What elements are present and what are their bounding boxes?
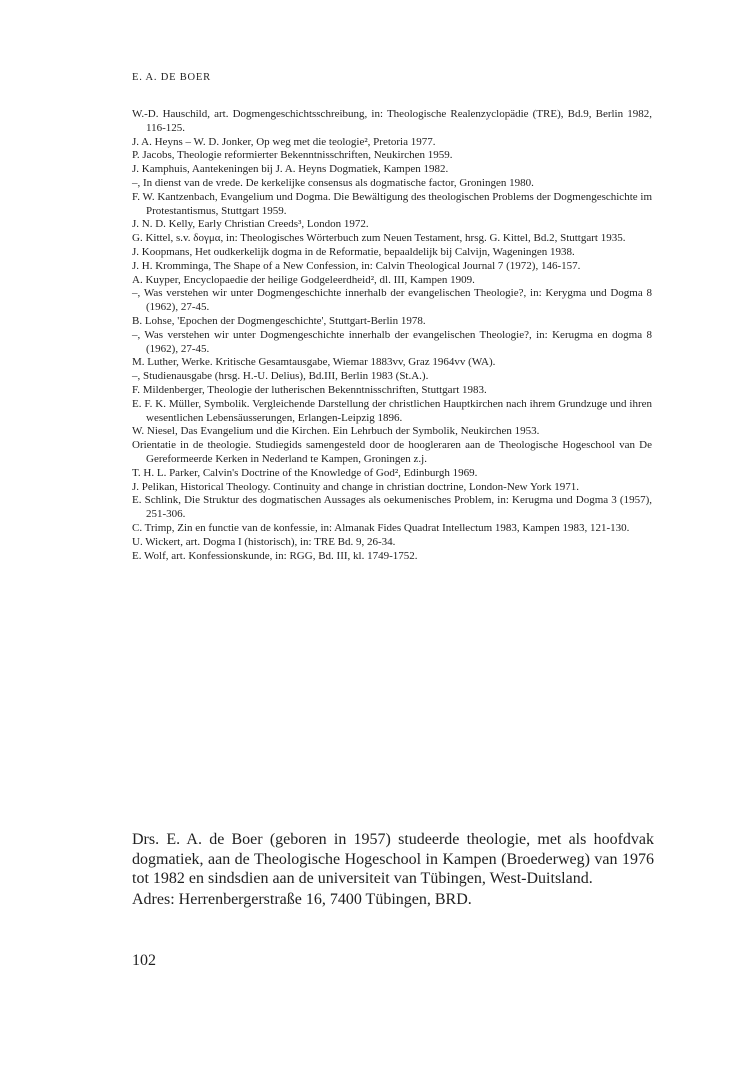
bibliography-entry: –, Studienausgabe (hrsg. H.-U. Delius), Bd.III, Berlin 1983 (St.A.). xyxy=(132,370,429,383)
bibliography-entry: M. Luther, Werke. Kritische Gesamtausgabe, Wiemar 1883vv, Graz 1964vv (WA). xyxy=(132,356,496,369)
author-address: Adres: Herrenbergerstraße 16, 7400 Tübingen, BRD. xyxy=(132,890,472,908)
bibliography-entry: J. A. Heyns – W. D. Jonker, Op weg met die teologie², Pretoria 1977. xyxy=(132,135,436,148)
bibliography-entry: W. Niesel, Das Evangelium und die Kirchen. Ein Lehrbuch der Symbolik, Neukirchen 1953. xyxy=(132,425,540,438)
bibliography-entry: E. Schlink, Die Struktur des dogmatischen Aussages als oekumenisches Problem, in: Kerugma und Dogma 3 (1957), 251-306. xyxy=(132,494,652,521)
bibliography-entry: J. H. Kromminga, The Shape of a New Confession, in: Calvin Theological Journal 7 (1972), 146-157. xyxy=(132,259,581,272)
page-number: 102 xyxy=(132,952,156,969)
bibliography-entry: –, Was verstehen wir unter Dogmengeschichte innerhalb der evangelischen Theologie?, in: Kerygma und Dogma 8 (1962), 27-45. xyxy=(132,287,652,314)
bibliography-entry: J. Pelikan, Historical Theology. Continuity and change in christian doctrine, London-New York 1971. xyxy=(132,480,579,493)
running-head: E. A. DE BOER xyxy=(132,72,211,83)
bibliography-entry: C. Trimp, Zin en functie van de konfessie, in: Almanak Fides Quadrat Intellectum 1983, Kampen 1983, 121-130. xyxy=(132,521,630,534)
bibliography-entry: F. W. Kantzenbach, Evangelium und Dogma. Die Bewältigung des theologischen Problems der Dogmengeschichte im Protestantismus, Stuttgart 1959. xyxy=(132,190,652,217)
bibliography-entry: –, Was verstehen wir unter Dogmengeschichte innerhalb der evangelischen Theologie?, in: Kerugma en dogma 8 (1962), 27-45. xyxy=(132,328,652,355)
bibliography-entry: –, In dienst van de vrede. De kerkelijke consensus als dogmatische factor, Groningen 1980. xyxy=(132,176,534,189)
bibliography-entry: E. Wolf, art. Konfessionskunde, in: RGG, Bd. III, kl. 1749-1752. xyxy=(132,549,418,562)
bibliography-entry: Orientatie in de theologie. Studiegids samengesteld door de hoogleraren aan de Theologische Hogeschool van De Gereformeerde Kerken in Nederland te Kampen, Groningen z.j. xyxy=(132,439,652,465)
bibliography-entry: J. N. D. Kelly, Early Christian Creeds³, London 1972. xyxy=(132,218,369,231)
bibliography-entry: T. H. L. Parker, Calvin's Doctrine of the Knowledge of God², Edinburgh 1969. xyxy=(132,466,478,479)
bibliography-entry: G. Kittel, s.v. δογμα, in: Theologisches Wörterbuch zum Neuen Testament, hrsg. G. Kittel, Bd.2, Stuttgart 1935. xyxy=(132,232,626,245)
author-bio xyxy=(132,830,654,909)
bibliography-entry: J. Koopmans, Het oudkerkelijk dogma in de Reformatie, bepaaldelijk bij Calvijn, Wageningen 1938. xyxy=(132,245,575,258)
bibliography-entry: W.-D. Hauschild, art. Dogmengeschichtsschreibung, in: Theologische Realenzyclopädie (TRE), Bd.9, Berlin 1982, 116-125. xyxy=(132,108,652,134)
bibliography-entry: U. Wickert, art. Dogma I (historisch), in: TRE Bd. 9, 26-34. xyxy=(132,535,396,548)
bibliography-entry: J. Kamphuis, Aantekeningen bij J. A. Heyns Dogmatiek, Kampen 1982. xyxy=(132,163,449,176)
bibliography-list xyxy=(132,108,652,563)
bibliography-entry: E. F. K. Müller, Symbolik. Vergleichende Darstellung der christlichen Hauptkirchen nach ihrem Grundzuge und ihren wesentlichen Lebensäusserungen, Erlangen-Leipzig 1896. xyxy=(132,397,652,424)
author-bio-text: Drs. E. A. de Boer (geboren in 1957) studeerde theologie, met als hoofdvak dogmatiek, aan de Theologische Hogeschool in Kampen (Broederweg) van 1976 tot 1982 en sindsdien aan de universiteit van Tübingen, West-Duitsland. xyxy=(132,831,654,887)
bibliography-entry: F. Mildenberger, Theologie der lutherischen Bekenntnisschriften, Stuttgart 1983. xyxy=(132,383,487,396)
bibliography-entry: B. Lohse, 'Epochen der Dogmengeschichte', Stuttgart-Berlin 1978. xyxy=(132,314,426,327)
bibliography-entry: A. Kuyper, Encyclopaedie der heilige Godgeleerdheid², dl. III, Kampen 1909. xyxy=(132,273,475,286)
bibliography-entry: P. Jacobs, Theologie reformierter Bekenntnisschriften, Neukirchen 1959. xyxy=(132,149,453,162)
